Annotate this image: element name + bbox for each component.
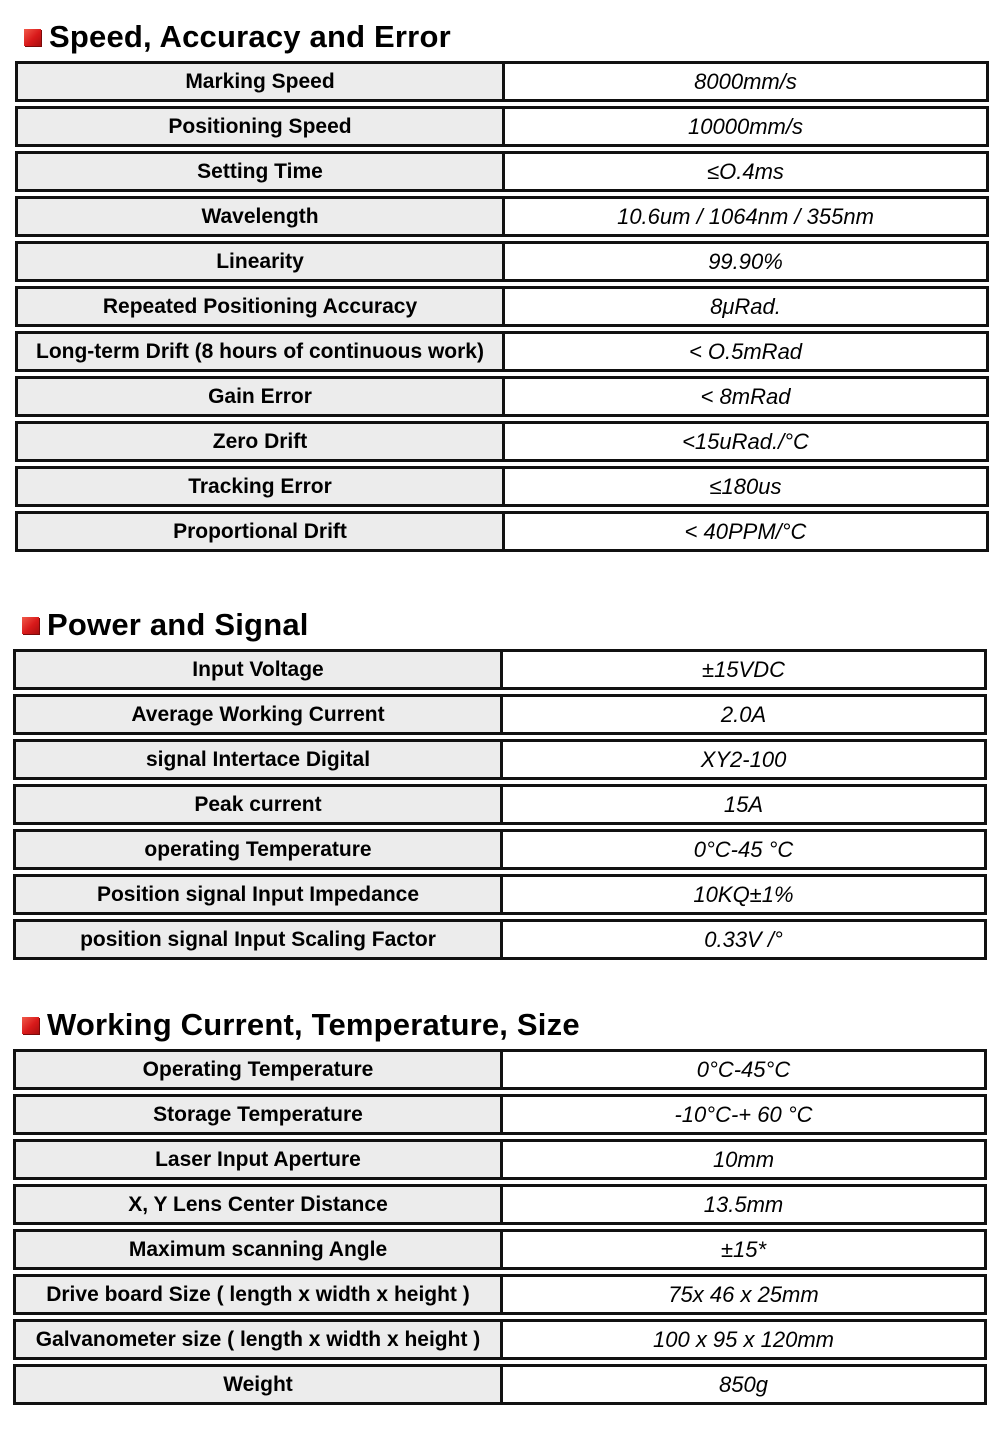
- spec-label: Repeated Positioning Accuracy: [18, 289, 505, 324]
- spec-value: ±15VDC: [503, 652, 984, 687]
- spec-label: Positioning Speed: [18, 109, 505, 144]
- spec-value: 10KQ±1%: [503, 877, 984, 912]
- spec-label: Linearity: [18, 244, 505, 279]
- spec-label: Zero Drift: [18, 424, 505, 459]
- table-row: [15, 376, 989, 417]
- red-square-bullet-icon: [24, 29, 41, 46]
- table-row: [15, 421, 989, 462]
- table-row: [15, 61, 989, 102]
- spec-value: 8μRad.: [505, 289, 986, 324]
- table-row: [13, 784, 987, 825]
- spec-label: Storage Temperature: [16, 1097, 503, 1132]
- table-row: [13, 739, 987, 780]
- section-heading: [13, 605, 987, 645]
- spec-value: < 40PPM/°C: [505, 514, 986, 549]
- spec-value: ≤O.4ms: [505, 154, 986, 189]
- table-row: [15, 151, 989, 192]
- spec-value: XY2-100: [503, 742, 984, 777]
- spec-value: < 8mRad: [505, 379, 986, 414]
- red-square-bullet-icon: [22, 1017, 39, 1034]
- table-row: [15, 331, 989, 372]
- red-square-bullet-icon: [22, 617, 39, 634]
- spec-label: Galvanometer size ( length x width x height ): [16, 1322, 503, 1357]
- table-row: [13, 829, 987, 870]
- section-title: Working Current, Temperature, Size: [47, 1007, 580, 1042]
- section-heading: [15, 17, 989, 57]
- spec-value: 100 x 95 x 120mm: [503, 1322, 984, 1357]
- section-title: Power and Signal: [47, 607, 309, 642]
- table-row: [15, 196, 989, 237]
- table-row: [13, 919, 987, 960]
- spec-label: position signal Input Scaling Factor: [16, 922, 503, 957]
- spec-value: 99.90%: [505, 244, 986, 279]
- spec-value: 10.6um / 1064nm / 355nm: [505, 199, 986, 234]
- spec-label: Gain Error: [18, 379, 505, 414]
- spec-label: Average Working Current: [16, 697, 503, 732]
- spec-label: Operating Temperature: [16, 1052, 503, 1087]
- section-working-current-temperature-size: [13, 1005, 987, 1409]
- table-row: [13, 694, 987, 735]
- spec-value: 8000mm/s: [505, 64, 986, 99]
- spec-label: Drive board Size ( length x width x height ): [16, 1277, 503, 1312]
- spec-value: 850g: [503, 1367, 984, 1402]
- table-row: [15, 106, 989, 147]
- spec-label: Tracking Error: [18, 469, 505, 504]
- spec-label: Position signal Input Impedance: [16, 877, 503, 912]
- section-title: Speed, Accuracy and Error: [49, 19, 451, 54]
- table-row: [13, 1139, 987, 1180]
- spec-value: 10mm: [503, 1142, 984, 1177]
- table-row: [15, 286, 989, 327]
- table-row: [13, 1274, 987, 1315]
- spec-value: 75x 46 x 25mm: [503, 1277, 984, 1312]
- spec-value: 10000mm/s: [505, 109, 986, 144]
- spec-label: Weight: [16, 1367, 503, 1402]
- spec-value: 0°C-45 °C: [503, 832, 984, 867]
- spec-label: operating Temperature: [16, 832, 503, 867]
- table-row: [13, 874, 987, 915]
- table-row: [13, 1094, 987, 1135]
- table-row: [13, 1229, 987, 1270]
- spec-label: Maximum scanning Angle: [16, 1232, 503, 1267]
- spec-table: [13, 649, 987, 960]
- spec-label: Setting Time: [18, 154, 505, 189]
- table-row: [13, 1049, 987, 1090]
- table-row: [13, 1319, 987, 1360]
- table-row: [13, 649, 987, 690]
- spec-label: Proportional Drift: [18, 514, 505, 549]
- table-row: [13, 1364, 987, 1405]
- table-row: [15, 511, 989, 552]
- spec-value: 2.0A: [503, 697, 984, 732]
- spec-value: <15uRad./°C: [505, 424, 986, 459]
- spec-value: < O.5mRad: [505, 334, 986, 369]
- spec-value: 13.5mm: [503, 1187, 984, 1222]
- spec-label: Long-term Drift (8 hours of continuous work): [18, 334, 505, 369]
- spec-label: Marking Speed: [18, 64, 505, 99]
- spec-value: 15A: [503, 787, 984, 822]
- table-row: [15, 466, 989, 507]
- spec-label: Input Voltage: [16, 652, 503, 687]
- spec-label: Wavelength: [18, 199, 505, 234]
- spec-label: X, Y Lens Center Distance: [16, 1187, 503, 1222]
- spec-table: [15, 61, 989, 552]
- spec-table: [13, 1049, 987, 1405]
- spec-value: -10°C-+ 60 °C: [503, 1097, 984, 1132]
- spec-label: Peak current: [16, 787, 503, 822]
- spec-label: signal Intertace Digital: [16, 742, 503, 777]
- table-row: [13, 1184, 987, 1225]
- table-row: [15, 241, 989, 282]
- spec-label: Laser Input Aperture: [16, 1142, 503, 1177]
- section-power-signal: [13, 605, 987, 964]
- spec-value: 0°C-45°C: [503, 1052, 984, 1087]
- spec-value: ±15*: [503, 1232, 984, 1267]
- section-heading: [13, 1005, 987, 1045]
- spec-value: 0.33V /°: [503, 922, 984, 957]
- section-speed-accuracy-error: [15, 17, 989, 556]
- spec-value: ≤180us: [505, 469, 986, 504]
